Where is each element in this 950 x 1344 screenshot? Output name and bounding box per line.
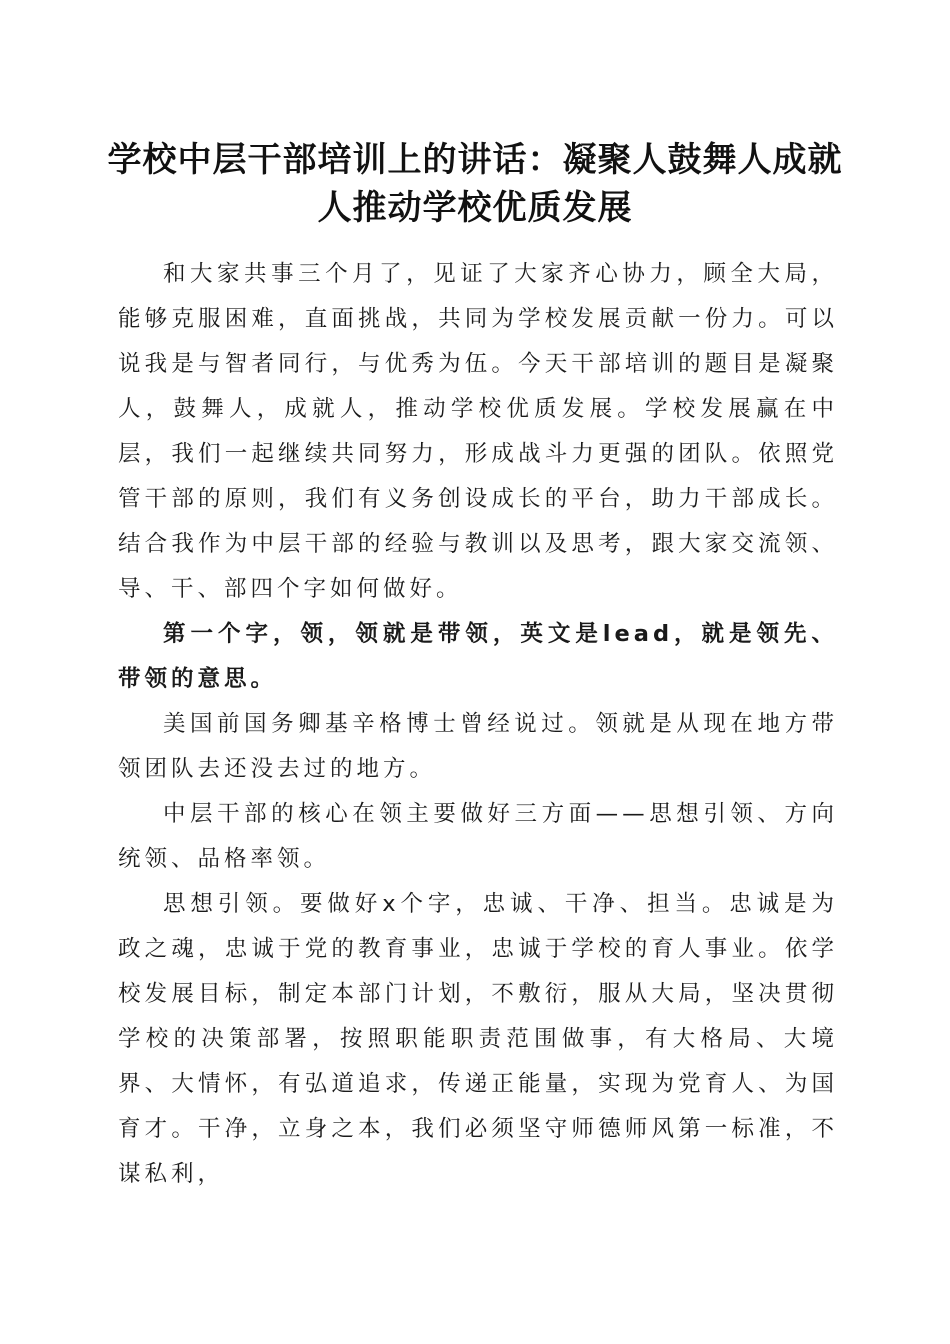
paragraph-first-character-lead: 第一个字，领，领就是带领，英文是lead，就是领先、带领的意思。: [118, 621, 838, 692]
paragraph-ideological-leadership: 思想引领。要做好x个字，忠诚、干净、担当。忠诚是为政之魂，忠诚于党的教育事业，忠诚于学校的育人事业。依学校发展目标，制定本部门计划，不敷衍，服从大局，坚决贯彻学校的决策部署，按照职能职责范围做事，有大格局、大境界、大情怀，有弘道追求，传递正能量，实现为党育人、为国育才。干净，立身之本，我们必须坚守师德师风第一标准，不谋私利，: [118, 891, 838, 1187]
paragraph-kissinger-quote: 美国前国务卿基辛格博士曾经说过。领就是从现在地方带领团队去还没去过的地方。: [118, 711, 838, 782]
document-body: [118, 252, 838, 1197]
paragraph-intro: 和大家共事三个月了，见证了大家齐心协力，顾全大局，能够克服困难，直面挑战，共同为学校发展贡献一份力。可以说我是与智者同行，与优秀为伍。今天干部培训的题目是凝聚人，鼓舞人，成就人，推动学校优质发展。学校发展赢在中层，我们一起继续共同努力，形成战斗力更强的团队。依照党管干部的原则，我们有义务创设成长的平台，助力干部成长。结合我作为中层干部的经验与教训以及思考，跟大家交流领、导、干、部四个字如何做好。: [118, 261, 838, 602]
paragraph-three-aspects: 中层干部的核心在领主要做好三方面——思想引领、方向统领、品格率领。: [118, 801, 838, 872]
document-title: 学校中层干部培训上的讲话：凝聚人鼓舞人成就人推动学校优质发展: [107, 140, 843, 228]
